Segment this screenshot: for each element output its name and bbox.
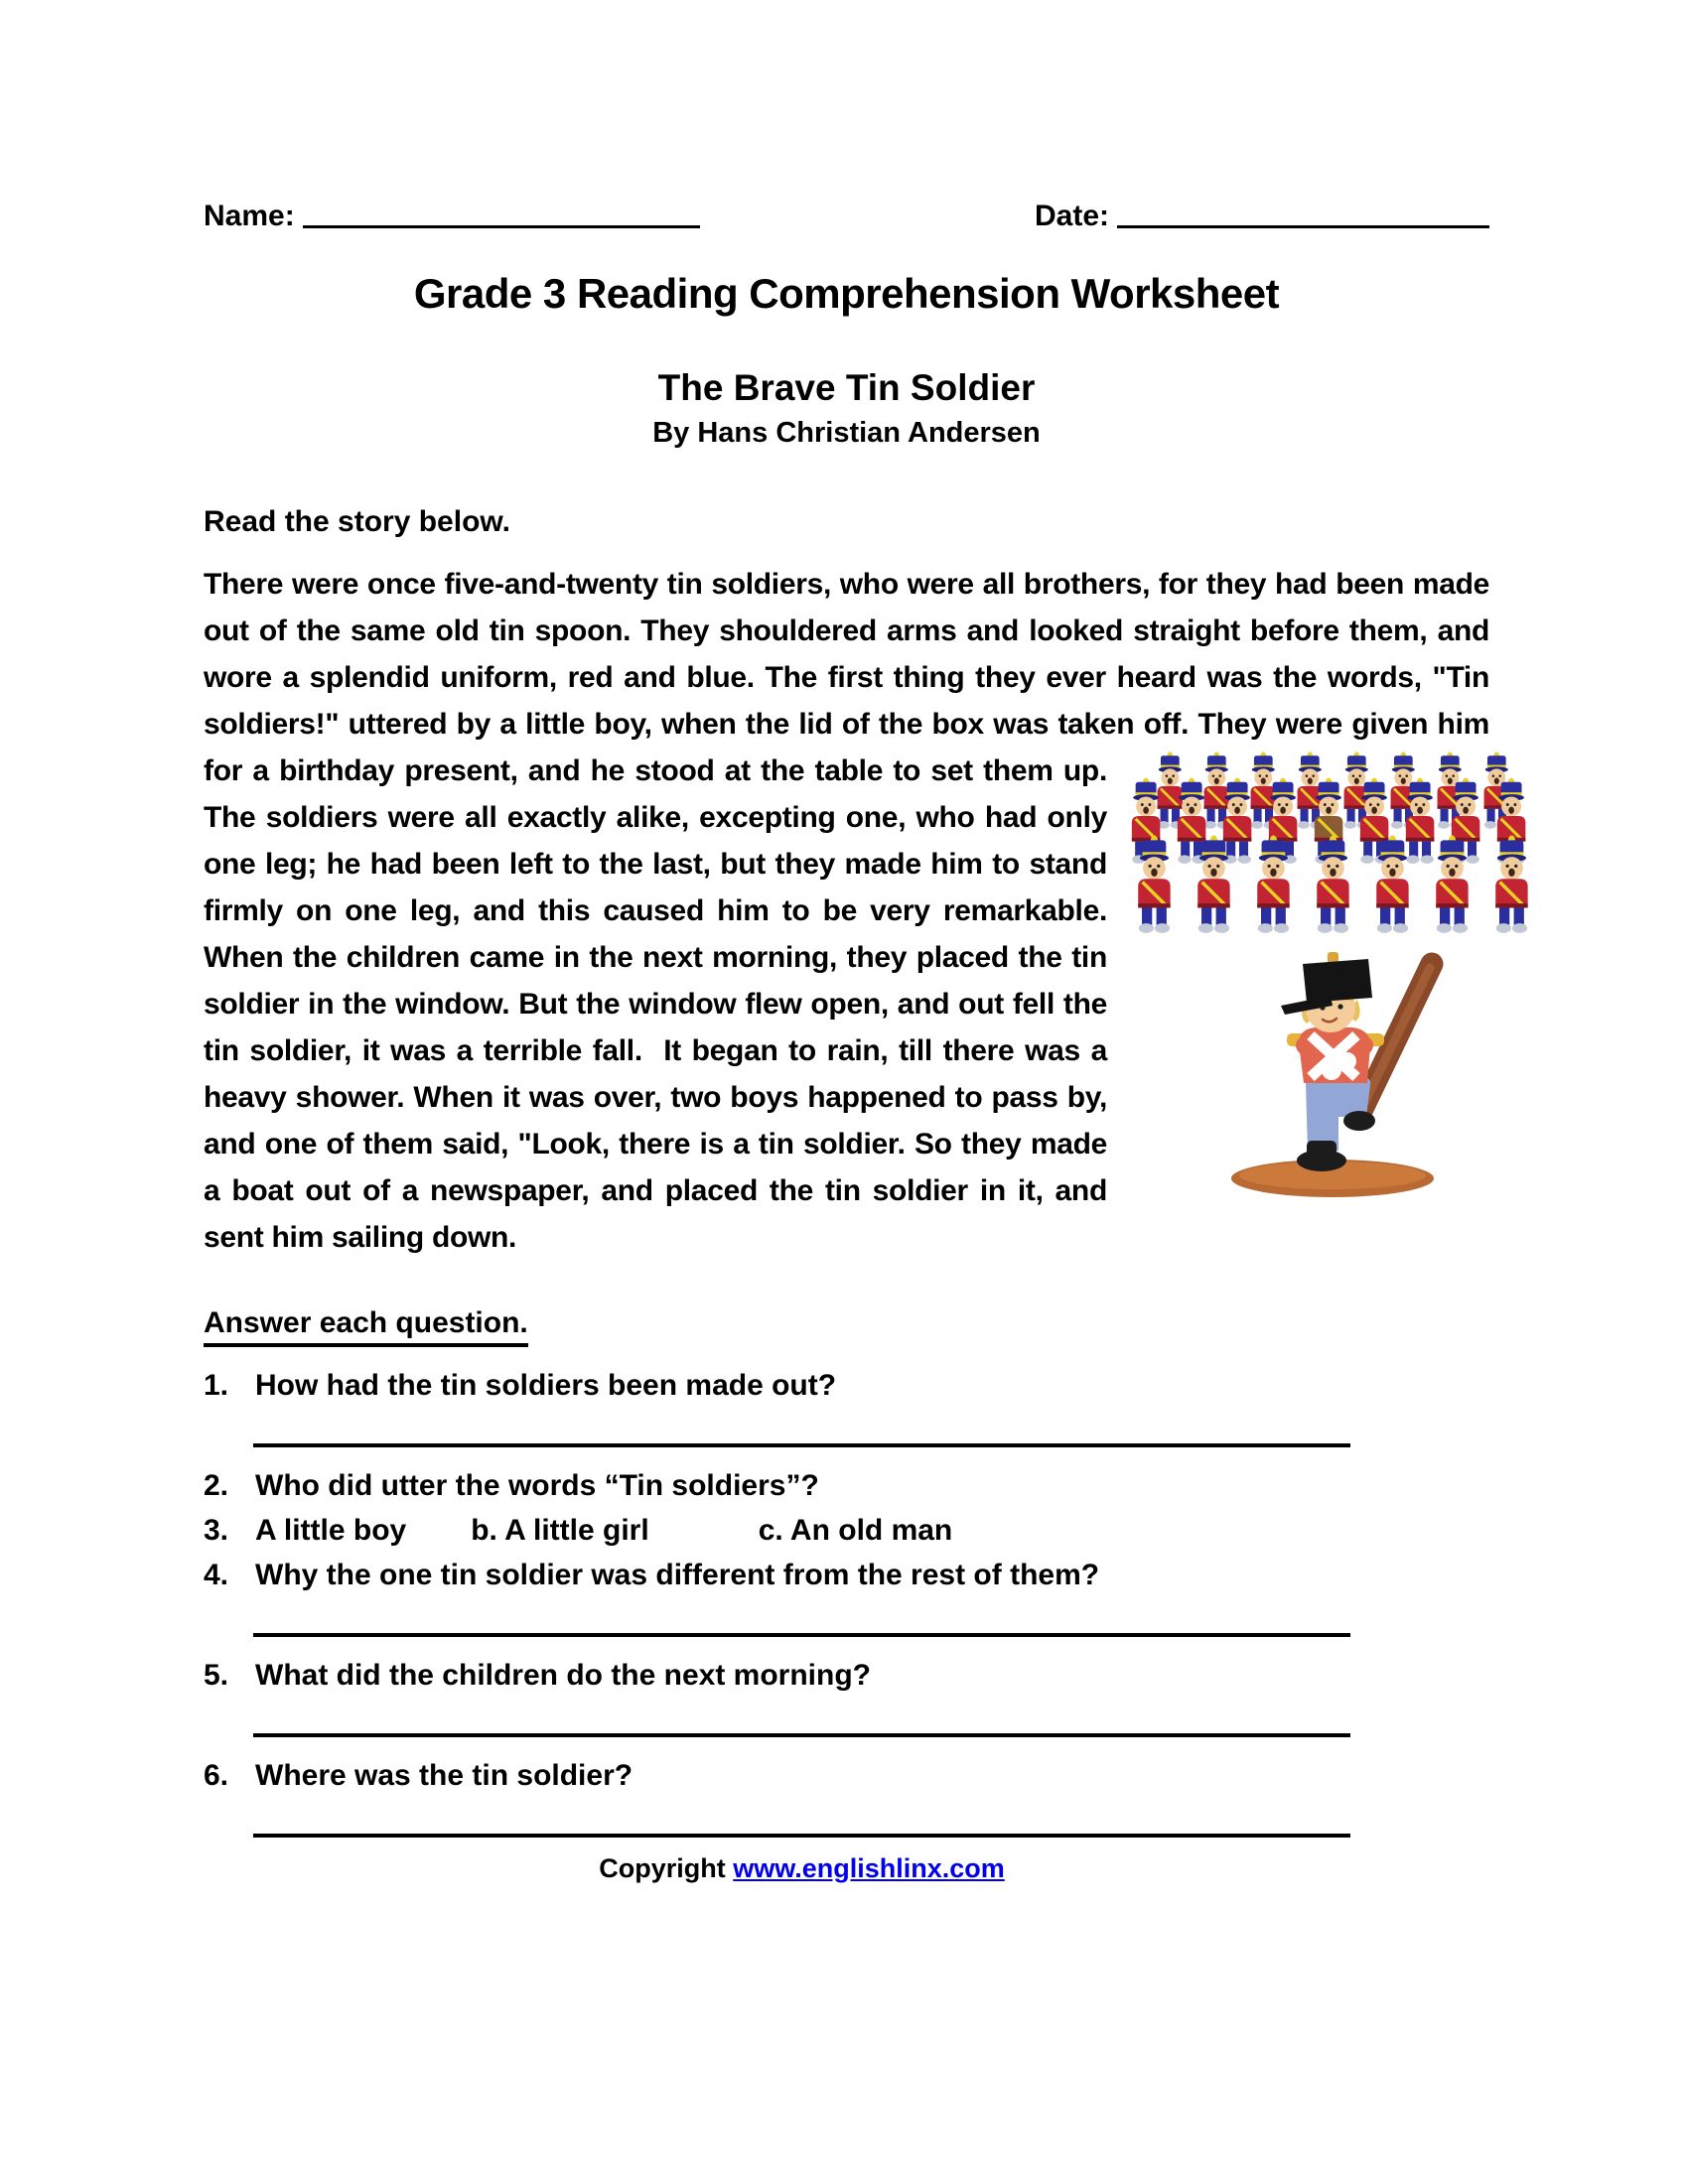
story-figure	[1127, 748, 1544, 1200]
question-row-3	[204, 1508, 1489, 1553]
question-text: Why the one tin soldier was different from the rest of them?	[255, 1559, 1100, 1591]
question-number: 5.	[204, 1659, 229, 1692]
question-text: How had the tin soldiers been made out?	[255, 1369, 837, 1402]
question-text: Who did utter the words “Tin soldiers”?	[255, 1469, 819, 1502]
name-input-line[interactable]	[303, 202, 700, 228]
question-row-6	[204, 1753, 1489, 1798]
option-a[interactable]: A little boy	[255, 1514, 407, 1547]
question-number: 2.	[204, 1469, 229, 1502]
question-number: 6.	[204, 1759, 229, 1792]
option-c[interactable]: c. An old man	[758, 1514, 953, 1547]
name-label: Name:	[204, 200, 295, 232]
question-number: 1.	[204, 1369, 229, 1402]
header-row	[204, 199, 1489, 234]
question-row-5	[204, 1653, 1489, 1698]
page-title: Grade 3 Reading Comprehension Worksheet	[413, 270, 1280, 317]
story-title: The Brave Tin Soldier	[657, 367, 1036, 408]
tin-soldier-image	[1211, 952, 1460, 1200]
copyright-link[interactable]: www.englishlinx.com	[733, 1853, 1005, 1883]
story-text-part2: present, and he stood at the table to set them up. The soldiers were all exactly alike, excepting one, who had only one leg; he had been left to the last, but they made him to stand firmly on one leg, and this caused him to be very remarkable. When the children came in the next morning, they placed the tin soldier in the window. But the window flew open, and out fell the tin soldier, it was a terrible fall. It began to rain, till there was a heavy shower. When it was over, two boys happened to pass by, and one of them said, "Look, there is a tin soldier. So they made a boat out of a newspaper, and placed the tin soldier in it, and sent him sailing down.	[204, 754, 1107, 1254]
question-row-2	[204, 1463, 1489, 1508]
question-row-4	[204, 1553, 1489, 1597]
questions-list	[204, 1363, 1489, 1838]
option-b[interactable]: b. A little girl	[471, 1514, 649, 1547]
answer-line-5[interactable]	[253, 1698, 1350, 1737]
question-number: 4.	[204, 1559, 229, 1591]
story-paragraph	[204, 561, 1489, 1261]
answer-instruction-wrap	[204, 1306, 1489, 1347]
story-byline: By Hans Christian Andersen	[652, 417, 1041, 449]
story-text-part1: There were once five-and-twenty tin soldiers, who were all brothers, for they had been made out of the same old tin spoon. They shouldered arms and looked straight before them, and wore a splendid uniform, red and blue. The first thing they ever heard was the words, "Tin soldiers!" uttered by a little boy, when the lid of the box was taken off. They were given him for a birthday	[204, 568, 1489, 787]
name-field	[204, 199, 700, 234]
answer-line-4[interactable]	[253, 1597, 1350, 1637]
footer	[253, 1853, 1350, 1884]
tin-soldiers-group-image	[1127, 748, 1544, 946]
date-label: Date:	[1034, 200, 1109, 232]
copyright-label: Copyright	[599, 1853, 726, 1883]
answer-line-6[interactable]	[253, 1798, 1350, 1838]
date-field	[1035, 199, 1489, 234]
question-row-1	[204, 1363, 1489, 1408]
answer-line-1[interactable]	[253, 1408, 1350, 1447]
question-text: What did the children do the next morning?	[255, 1659, 871, 1692]
question-options	[255, 1508, 1489, 1553]
question-number: 3.	[204, 1514, 229, 1547]
question-text: Where was the tin soldier?	[255, 1759, 633, 1792]
answer-instruction: Answer each question.	[204, 1306, 528, 1347]
read-instruction: Read the story below.	[204, 505, 510, 538]
date-input-line[interactable]	[1117, 202, 1489, 228]
